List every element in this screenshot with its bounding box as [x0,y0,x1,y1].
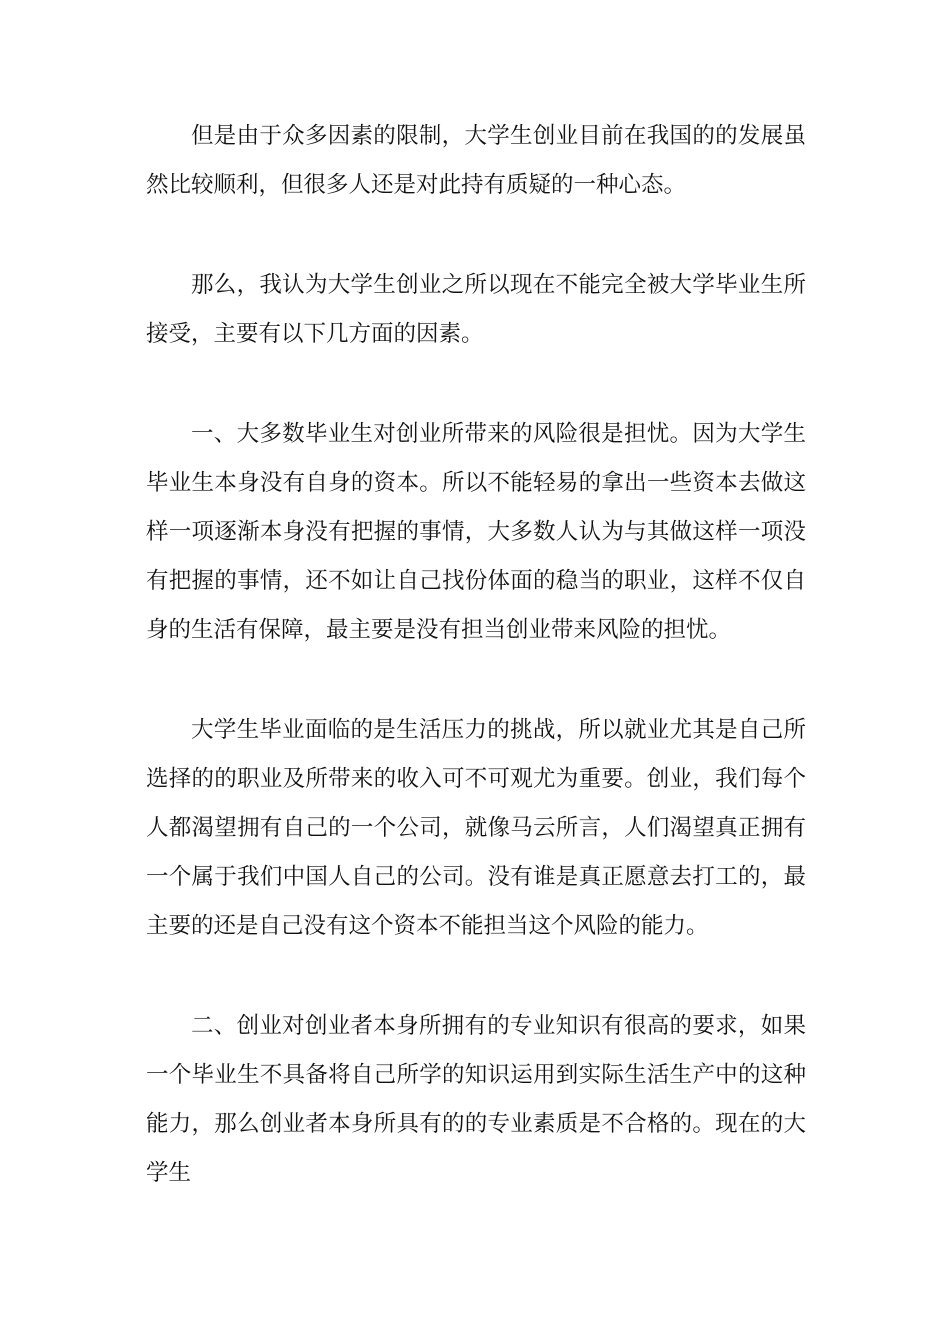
document-body [146,112,806,1249]
paragraph-3: 一、大多数毕业生对创业所带来的风险很是担忧。因为大学生毕业生本身没有自身的资本。所以不能轻易的拿出一些资本去做这样一项逐渐本身没有把握的事情，大多数人认为与其做这样一项没有把握的事情，还不如让自己找份体面的稳当的职业，这样不仅自身的生活有保障，最主要是没有担当创业带来风险的担忧。 [146,421,806,643]
paragraph-4: 大学生毕业面临的是生活压力的挑战，所以就业尤其是自己所选择的的职业及所带来的收入可不可观尤为重要。创业，我们每个人都渴望拥有自己的一个公司，就像马云所言，人们渴望真正拥有一个属于我们中国人自己的公司。没有谁是真正愿意去打工的，最主要的还是自己没有这个资本不能担当这个风险的能力。 [146,717,806,939]
paragraph-1: 但是由于众多因素的限制，大学生创业目前在我国的的发展虽然比较顺利，但很多人还是对此持有质疑的一种心态。 [146,123,806,198]
paragraph-2: 那么，我认为大学生创业之所以现在不能完全被大学毕业生所接受，主要有以下几方面的因素。 [146,272,806,347]
paragraph-5: 二、创业对创业者本身所拥有的专业知识有很高的要求，如果一个毕业生不具备将自己所学的知识运用到实际生活生产中的这种能力，那么创业者本身所具有的的专业素质是不合格的。现在的大学生 [146,1013,806,1186]
